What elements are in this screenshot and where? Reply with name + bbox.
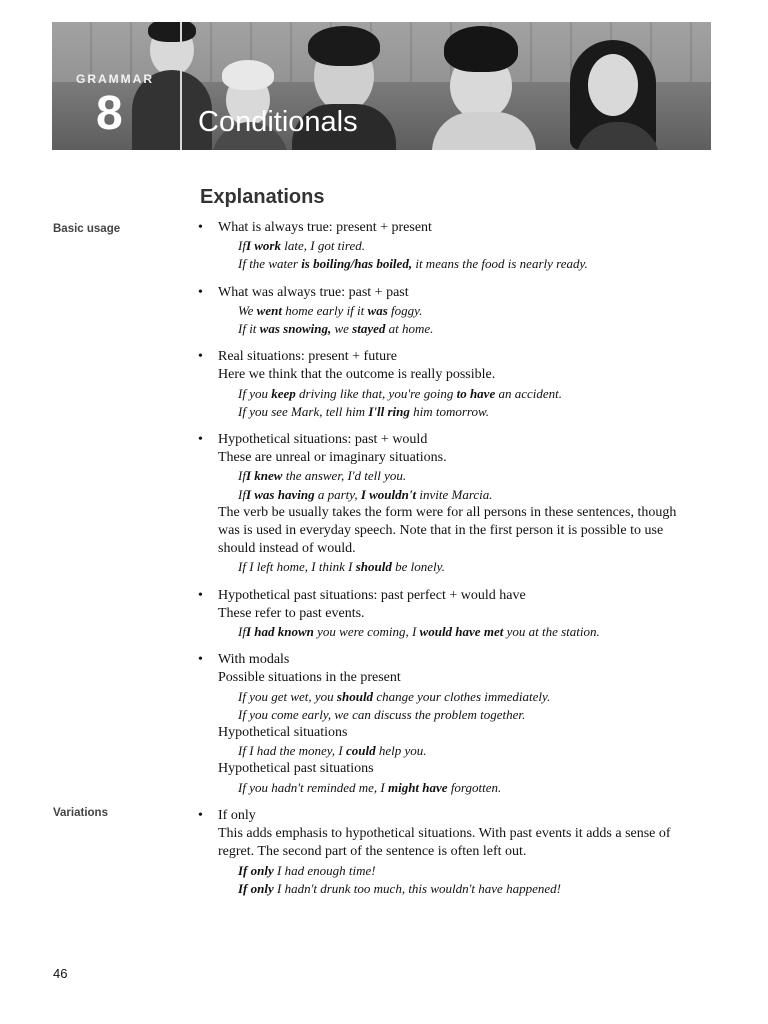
example-sentence: [218, 623, 688, 641]
example-sentence: [218, 302, 688, 320]
explanation-text: What is always true: present + present: [218, 220, 432, 235]
example-emphasis: If only: [238, 880, 274, 896]
explanation-text: What was always true: past + past: [218, 284, 409, 300]
explanation-text: These are unreal or imaginary situations.: [218, 450, 447, 466]
example-sentence: [218, 403, 688, 421]
example-sentence: [218, 486, 688, 504]
bullet-point: •: [198, 220, 203, 235]
example-emphasis: I work: [245, 238, 281, 254]
bullet-point: •: [198, 284, 203, 300]
example-sentence: [218, 706, 688, 724]
explanation-item: [198, 284, 688, 339]
example-text: If: [238, 238, 246, 254]
example-text: If you get wet, you: [238, 688, 337, 704]
example-text: If the water: [238, 256, 302, 272]
explanation-text: If only: [218, 807, 256, 823]
example-emphasis: is boiling/has boiled,: [301, 256, 413, 272]
example-text: foggy.: [387, 302, 423, 318]
example-text: If you see Mark, tell him: [238, 403, 369, 419]
example-emphasis: was snowing,: [259, 321, 332, 337]
explanation-text: Hypothetical situations: past + would: [218, 432, 428, 448]
example-sentence: [218, 320, 688, 338]
example-emphasis: I wouldn't: [360, 486, 417, 502]
example-text: We: [238, 302, 257, 318]
example-text: If it: [238, 321, 260, 337]
example-emphasis: keep: [271, 385, 296, 401]
example-emphasis: could: [345, 743, 376, 759]
example-emphasis: to have: [456, 385, 496, 401]
explanation-text: Possible situations in the present: [218, 670, 401, 686]
example-text: I hadn't drunk too much, this wouldn't have happened!: [273, 880, 561, 896]
explanation-item: [198, 651, 688, 797]
explanation-item: [198, 348, 688, 421]
example-text: an accident.: [495, 385, 563, 401]
example-text: If you: [238, 385, 272, 401]
page-number: 46: [53, 966, 68, 981]
chapter-number: 8: [96, 87, 123, 140]
example-text: If: [238, 468, 246, 484]
example-sentence: [218, 742, 688, 760]
example-text: a party,: [314, 486, 361, 502]
explanation-paragraph: This adds emphasis to hypothetical situations. With past events it adds a sense of regret. The second part of the sentence is often left out.: [218, 826, 671, 860]
chapter-title: Conditionals: [198, 106, 358, 138]
bullet-point: •: [198, 587, 203, 603]
example-text: we: [331, 321, 353, 337]
example-emphasis: I was having: [245, 486, 315, 502]
section-heading: Explanations: [200, 186, 325, 208]
example-sentence: [218, 237, 688, 255]
explanation-text: With modals: [218, 652, 290, 668]
explanation-text: Real situations: present + future: [218, 349, 397, 365]
example-text: If I had the money, I: [238, 743, 346, 759]
example-text: you at the station.: [503, 624, 600, 640]
side-label-basic-usage: Basic usage: [53, 223, 121, 235]
example-emphasis: should: [336, 688, 374, 704]
example-text: If: [238, 486, 246, 502]
example-sentence: [218, 880, 688, 898]
example-sentence: [218, 862, 688, 880]
example-emphasis: I'll ring: [368, 403, 410, 419]
example-text: him tomorrow.: [409, 403, 489, 419]
example-sentence: [218, 779, 688, 797]
example-text: driving like that, you're going: [295, 385, 457, 401]
example-sentence: [218, 255, 688, 273]
banner-label: GRAMMAR: [76, 72, 154, 86]
example-text: If: [238, 624, 246, 640]
example-text: If I left home, I think I: [238, 559, 356, 575]
example-emphasis: went: [256, 302, 282, 318]
example-emphasis: If only: [238, 862, 274, 878]
example-emphasis: was: [367, 302, 388, 318]
banner-divider: [180, 22, 182, 150]
example-text: forgotten.: [447, 779, 502, 795]
example-emphasis: would have met: [419, 624, 504, 640]
chapter-banner: [52, 22, 711, 150]
example-text: If you come early, we can discuss the problem together.: [238, 706, 526, 722]
explanation-item: [198, 431, 688, 577]
example-sentence: [218, 467, 688, 485]
example-text: invite Marcia.: [416, 486, 493, 502]
bullet-point: •: [198, 349, 203, 365]
explanation-item: [198, 807, 688, 898]
explanation-text: Here we think that the outcome is really possible.: [218, 367, 496, 383]
explanation-item: [198, 587, 688, 642]
example-sentence: [218, 385, 688, 403]
explanation-item: [198, 219, 688, 274]
example-emphasis: stayed: [352, 321, 386, 337]
example-text: late, I got tired.: [281, 238, 366, 254]
example-emphasis: might have: [387, 779, 448, 795]
explanation-text: Hypothetical past situations: past perfect + would have: [218, 587, 526, 603]
explanation-text: These refer to past events.: [218, 605, 365, 621]
example-sentence: [218, 558, 688, 576]
example-text: be lonely.: [391, 559, 445, 575]
example-text: at home.: [385, 321, 434, 337]
example-emphasis: should: [355, 559, 392, 575]
bullet-point: •: [198, 652, 203, 668]
subheading: Hypothetical situations: [218, 725, 348, 741]
example-text: home early if it: [281, 302, 368, 318]
side-label-variations: Variations: [53, 807, 108, 819]
subheading: Hypothetical past situations: [218, 761, 374, 777]
explanations-content: [198, 219, 688, 908]
bullet-point: •: [198, 432, 203, 448]
example-text: I had enough time!: [273, 862, 376, 878]
example-text: it means the food is nearly ready.: [412, 256, 588, 272]
example-text: you were coming, I: [313, 624, 420, 640]
example-text: the answer, I'd tell you.: [282, 468, 407, 484]
explanation-paragraph: The verb be usually takes the form were for all persons in these sentences, though was is used in everyday speech. Note that in the first person it is possible to use should instead of would.: [218, 504, 677, 557]
bullet-point: •: [198, 807, 203, 823]
example-text: change your clothes immediately.: [373, 688, 551, 704]
example-text: help you.: [375, 743, 427, 759]
example-text: If you hadn't reminded me, I: [238, 779, 388, 795]
example-sentence: [218, 688, 688, 706]
example-emphasis: I knew: [245, 468, 283, 484]
example-emphasis: I had known: [245, 624, 314, 640]
